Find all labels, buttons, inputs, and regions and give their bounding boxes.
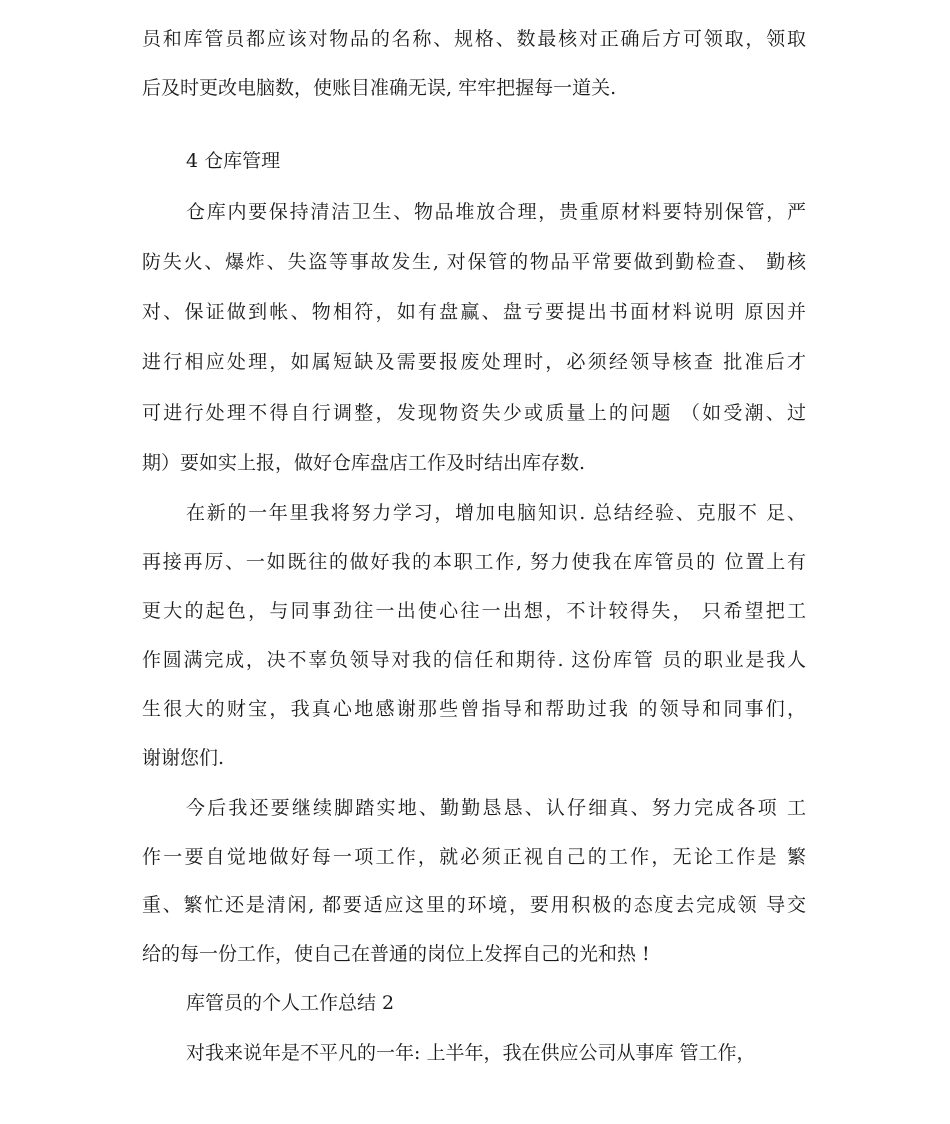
text-line: 对、保证做到帐、物相符，如有盘赢、盘亏要提出书面材料说明 原因并 xyxy=(142,301,806,323)
text-line: 更大的起色，与同事劲往一出使心往一出想，不计较得失， 只希望把工 xyxy=(142,600,806,622)
text-line: 作圆满完成，决不辜负领导对我的信任和期待. 这份库管 员的职业是我人 xyxy=(142,649,806,671)
text-line: 后及时更改电脑数，使账目准确无误, 牢牢把握每一道关. xyxy=(142,77,617,99)
text-line: 期）要如实上报，做好仓库盘店工作及时结出库存数. xyxy=(142,452,586,474)
section-heading: 4 仓库管理 xyxy=(186,150,281,172)
text-line: 防失火、爆炸、失盗等事故发生, 对保管的物品平常要做到勤检查、 勤核 xyxy=(142,251,806,273)
text-line: 进行相应处理，如属短缺及需要报废处理时，必须经领导核查 批准后才 xyxy=(142,351,806,373)
text-line: 可进行处理不得自行调整，发现物资失少或质量上的问题 （如受潮、过 xyxy=(142,402,806,424)
paragraph-first-line: 今后我还要继续脚踏实地、勤勤恳恳、认仔细真、努力完成各项 工 xyxy=(186,797,806,819)
paragraph-first-line: 对我来说年是不平凡的一年: 上半年，我在供应公司从事库 管工作， xyxy=(186,1042,756,1064)
text-line: 重、繁忙还是清闲, 都要适应这里的环境，要用积极的态度去完成领 导交 xyxy=(142,894,806,916)
text-line: 生很大的财宝，我真心地感谢那些曾指导和帮助过我 的领导和同事们， xyxy=(142,698,806,720)
text-line: 谢谢您们. xyxy=(142,747,225,769)
section-heading: 库管员的个人工作总结 2 xyxy=(186,992,395,1014)
text-line: 员和库管员都应该对物品的名称、规格、数最核对正确后方可领取，领取 xyxy=(142,28,806,50)
paragraph-first-line: 仓库内要保持清洁卫生、物品堆放合理，贵重原材料要特别保管，严 xyxy=(186,201,806,223)
paragraph-first-line: 在新的一年里我将努力学习，增加电脑知识. 总结经验、克服不 足、 xyxy=(186,502,806,524)
text-line: 再接再厉、一如既往的做好我的本职工作, 努力使我在库管员的 位置上有 xyxy=(142,551,806,573)
text-line: 作一要自觉地做好每一项工作，就必须正视自己的工作，无论工作是 繁 xyxy=(142,846,806,868)
text-line: 给的每一份工作，使自己在普通的岗位上发挥自己的光和热 ! xyxy=(142,943,650,965)
